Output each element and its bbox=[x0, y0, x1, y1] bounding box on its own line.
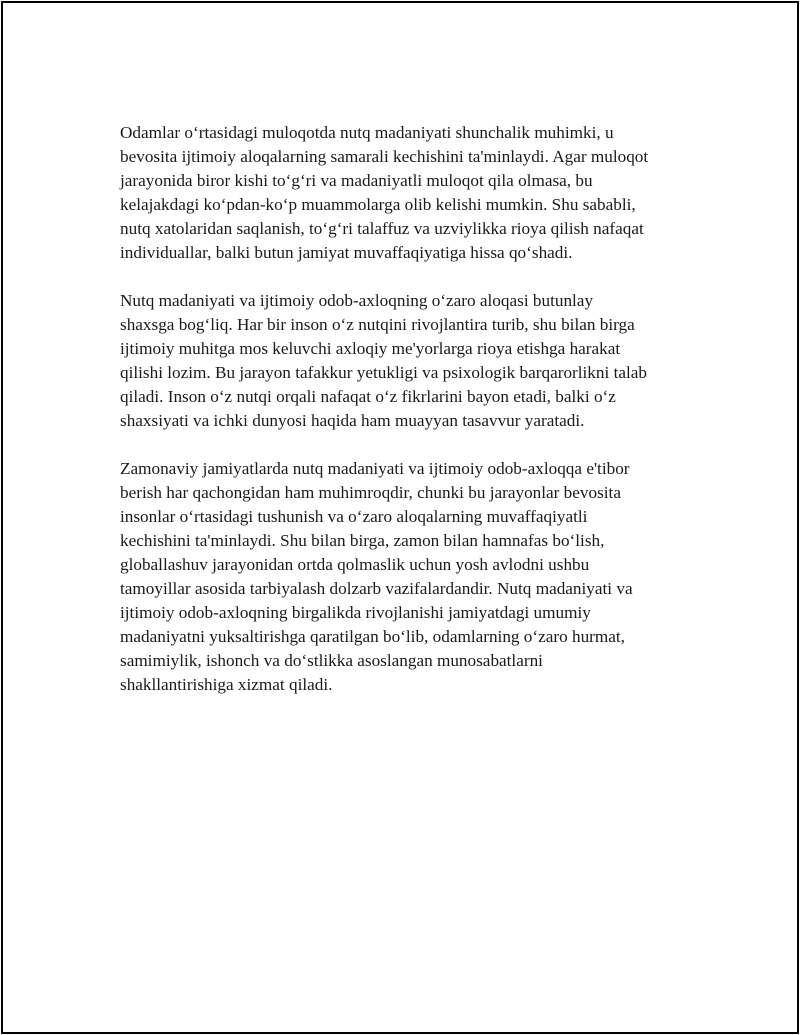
paragraph-line: berish har qachongidan ham muhimroqdir, chunki bu jarayonlar bevosita bbox=[120, 483, 621, 502]
paragraph-line: nutq xatolaridan saqlanish, to‘g‘ri talaffuz va uzviylikka rioya qilish nafaqat bbox=[120, 219, 644, 238]
paragraph-line: qilishi lozim. Bu jarayon tafakkur yetukligi va psixologik barqarorlikni talab bbox=[120, 363, 647, 382]
paragraph-line: qiladi. Inson o‘z nutqi orqali nafaqat o‘z fikrlarini bayon etadi, balki o‘z bbox=[120, 387, 616, 406]
paragraph-line: insonlar o‘rtasidagi tushunish va o‘zaro aloqalarning muvaffaqiyatli bbox=[120, 507, 588, 526]
paragraph-line: Zamonaviy jamiyatlarda nutq madaniyati va ijtimoiy odob-axloqqa e'tibor bbox=[120, 459, 630, 478]
paragraph-line: Odamlar o‘rtasidagi muloqotda nutq madaniyati shunchalik muhimki, u bbox=[120, 123, 614, 142]
paragraph-line: tamoyillar asosida tarbiyalash dolzarb vazifalardandir. Nutq madaniyati va bbox=[120, 579, 633, 598]
paragraph-line: shakllantirishiga xizmat qiladi. bbox=[120, 675, 333, 694]
paragraph-line: samimiylik, ishonch va do‘stlikka asoslangan munosabatlarni bbox=[120, 651, 543, 670]
paragraph-3 bbox=[120, 457, 700, 697]
paragraph-line: kechishini ta'minlaydi. Shu bilan birga, zamon bilan hamnafas bo‘lish, bbox=[120, 531, 605, 550]
paragraph-line: ijtimoiy muhitga mos keluvchi axloqiy me'yorlarga rioya etishga harakat bbox=[120, 339, 621, 358]
paragraph-2 bbox=[120, 289, 700, 433]
paragraph-line: madaniyatni yuksaltirishga qaratilgan bo‘lib, odamlarning o‘zaro hurmat, bbox=[120, 627, 625, 646]
paragraph-line: shaxsga bog‘liq. Har bir inson o‘z nutqini rivojlantira turib, shu bilan birga bbox=[120, 315, 635, 334]
paragraph-line: bevosita ijtimoiy aloqalarning samarali kechishini ta'minlaydi. Agar muloqot bbox=[120, 147, 649, 166]
document-body bbox=[120, 121, 700, 721]
paragraph-line: jarayonida biror kishi to‘g‘ri va madaniyatli muloqot qila olmasa, bu bbox=[120, 171, 593, 190]
document-page bbox=[1, 1, 799, 1034]
paragraph-line: ijtimoiy odob-axloqning birgalikda rivojlanishi jamiyatdagi umumiy bbox=[120, 603, 591, 622]
paragraph-line: Nutq madaniyati va ijtimoiy odob-axloqning o‘zaro aloqasi butunlay bbox=[120, 291, 594, 310]
paragraph-line: kelajakdagi ko‘pdan-ko‘p muammolarga olib kelishi mumkin. Shu sababli, bbox=[120, 195, 636, 214]
paragraph-1 bbox=[120, 121, 700, 265]
paragraph-line: globallashuv jarayonidan ortda qolmaslik uchun yosh avlodni ushbu bbox=[120, 555, 590, 574]
paragraph-line: shaxsiyati va ichki dunyosi haqida ham muayyan tasavvur yaratadi. bbox=[120, 411, 585, 430]
paragraph-line: individuallar, balki butun jamiyat muvaffaqiyatiga hissa qo‘shadi. bbox=[120, 243, 573, 262]
